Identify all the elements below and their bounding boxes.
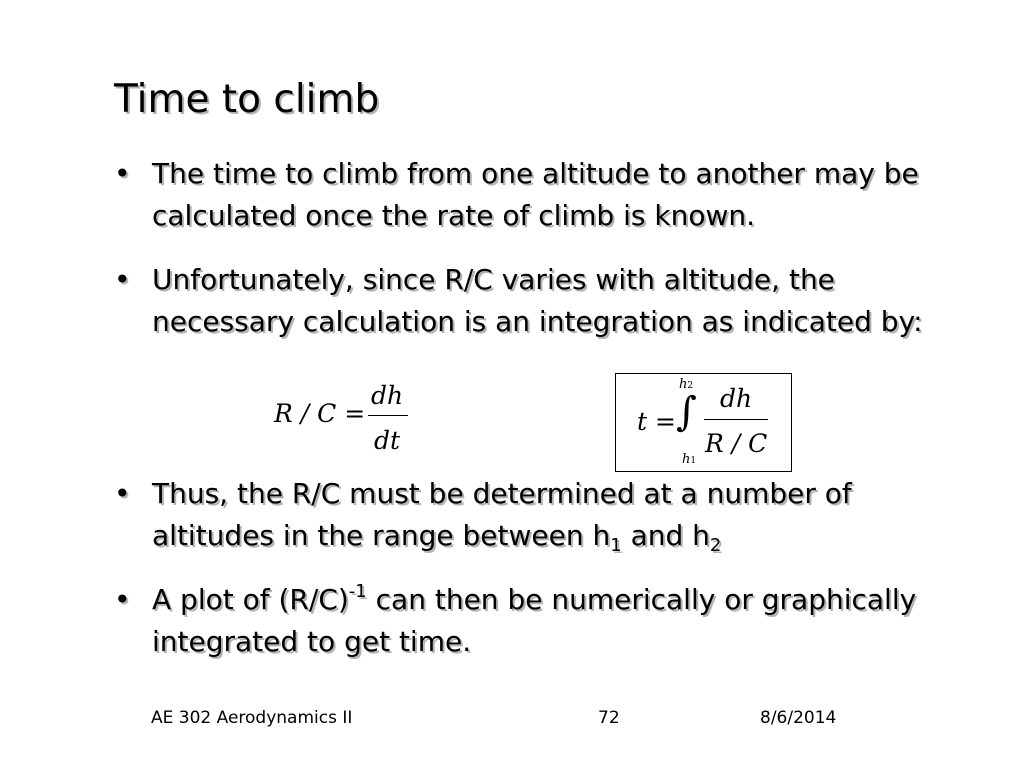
bullet-item bbox=[114, 473, 944, 557]
equation-denominator: dt bbox=[374, 426, 401, 455]
bullet-marker: • bbox=[114, 157, 131, 190]
equation-lhs: t = bbox=[637, 407, 676, 436]
lower-limit: h1 bbox=[682, 452, 697, 467]
fraction-bar bbox=[704, 419, 768, 420]
bullet-marker: • bbox=[114, 583, 131, 616]
footer-page-number: 72 bbox=[598, 708, 620, 728]
fraction-bar bbox=[368, 415, 408, 416]
bullet-text: The time to climb from one altitude to another may be calculated once the rate of climb is known. bbox=[152, 157, 919, 232]
integral-sign: ∫ bbox=[676, 389, 697, 435]
bullet-item bbox=[114, 153, 944, 237]
time-integral-formula-box bbox=[615, 373, 792, 472]
upper-limit: h2 bbox=[679, 377, 694, 392]
equation-numerator: dh bbox=[720, 384, 753, 413]
equation-denominator: R / C bbox=[705, 429, 768, 458]
bullet-marker: • bbox=[114, 477, 131, 510]
bullet-text: Unfortunately, since R/C varies with altitude, the necessary calculation is an integration as indicated by: bbox=[152, 263, 923, 338]
footer-course: AE 302 Aerodynamics II bbox=[151, 708, 353, 728]
bullet-text: Thus, the R/C must be determined at a number of altitudes in the range between $h_1$ and $h_2$ bbox=[152, 477, 852, 556]
equation-numerator: dh bbox=[371, 381, 404, 410]
slide-title: Time to climb bbox=[114, 77, 380, 122]
bullet-marker: • bbox=[114, 263, 131, 296]
equation-lhs: R / C = bbox=[274, 399, 366, 428]
footer-date: 8/6/2014 bbox=[760, 708, 837, 728]
bullet-item bbox=[114, 579, 944, 663]
bullet-text: A plot of $(R/C)^{-1}$ can then be numerically or graphically integrated to get time. bbox=[152, 581, 917, 658]
bullet-item bbox=[114, 259, 944, 343]
